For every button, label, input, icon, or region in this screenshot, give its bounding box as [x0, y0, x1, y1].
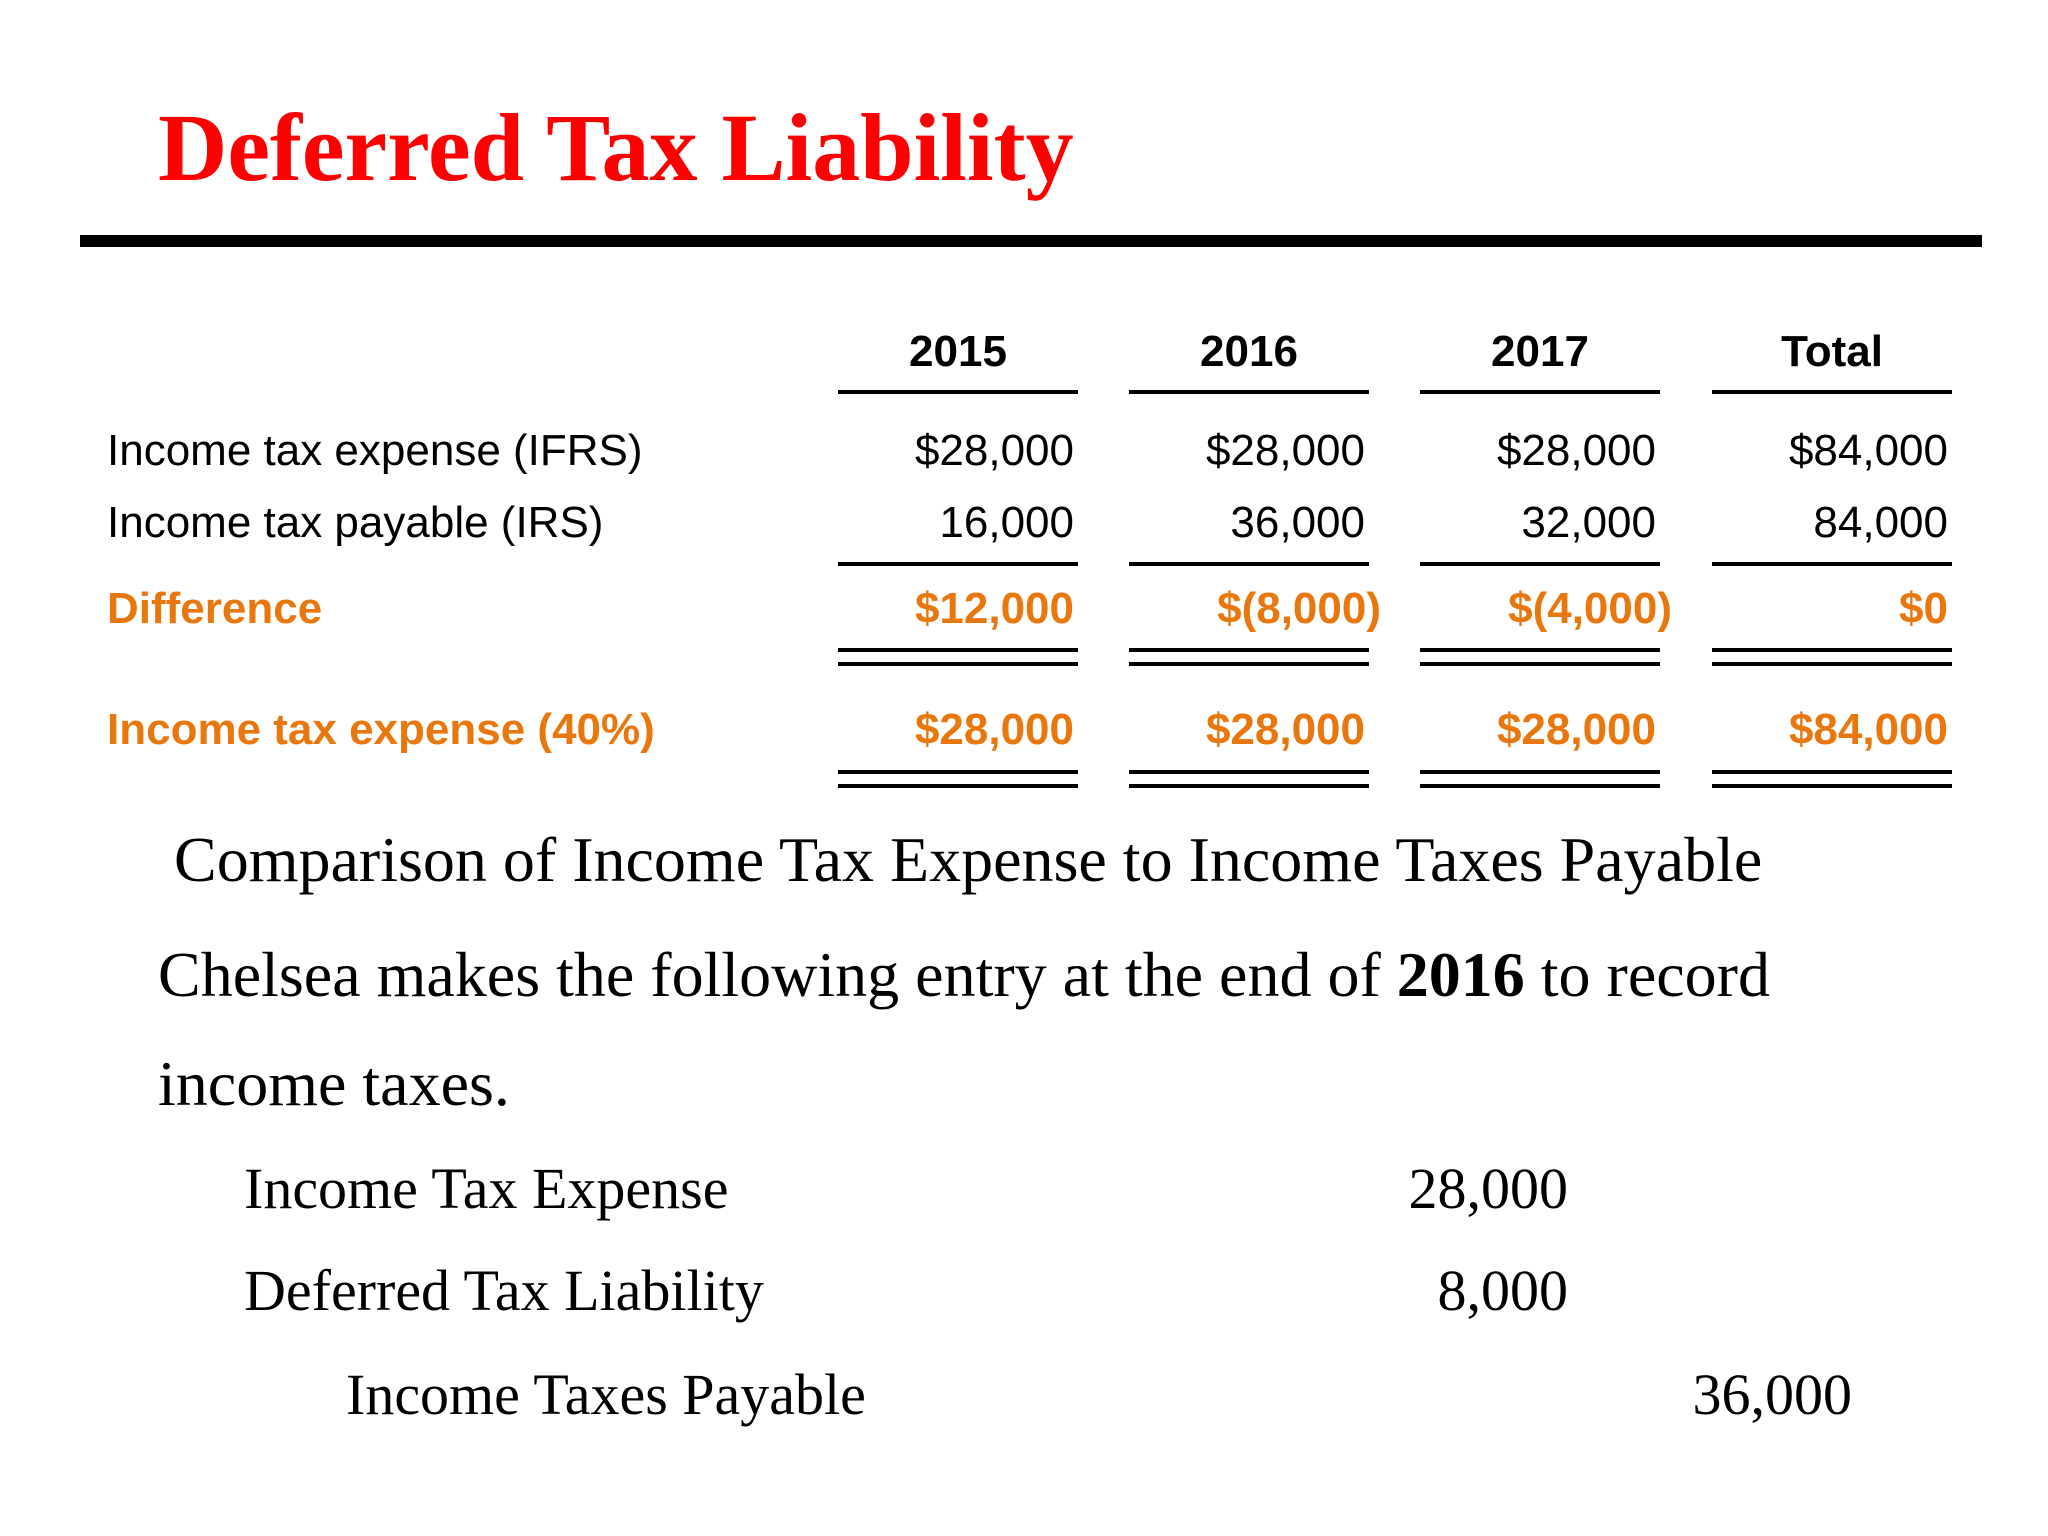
subtotal-underline	[1712, 562, 1952, 566]
entry-account: Income Tax Expense	[244, 1156, 729, 1221]
double-underline	[1420, 662, 1660, 666]
double-underline	[1712, 770, 1952, 774]
subtotal-underline	[838, 562, 1078, 566]
paragraph-year: 2016	[1396, 939, 1525, 1010]
double-underline	[838, 662, 1078, 666]
double-underline	[1712, 648, 1952, 652]
paragraph-text: to record	[1524, 939, 1770, 1010]
table-cell: $28,000	[1496, 705, 1656, 754]
table-cell: $28,000	[914, 426, 1074, 475]
double-underline	[1420, 770, 1660, 774]
table-cell: $28,000	[1205, 426, 1365, 475]
column-header-2017: 2017	[1491, 327, 1589, 376]
subtotal-underline	[1420, 562, 1660, 566]
row-label-ifrs-expense: Income tax expense (IFRS)	[107, 426, 643, 475]
entry-debit: 8,000	[1437, 1258, 1568, 1323]
table-cell: $28,000	[1205, 705, 1365, 754]
double-underline	[1129, 662, 1369, 666]
header-underline	[1712, 390, 1952, 394]
double-underline	[838, 770, 1078, 774]
header-underline	[838, 390, 1078, 394]
table-cell: $12,000	[914, 584, 1074, 633]
table-cell: 36,000	[1230, 498, 1365, 547]
entry-account: Deferred Tax Liability	[244, 1258, 764, 1323]
entry-account: Income Taxes Payable	[346, 1362, 866, 1427]
row-label-difference: Difference	[107, 584, 323, 633]
table-cell: $28,000	[1496, 426, 1656, 475]
paragraph-line-1	[158, 939, 1770, 1010]
row-label-irs-payable: Income tax payable (IRS)	[107, 498, 604, 547]
double-underline	[1712, 784, 1952, 788]
table-cell: 16,000	[939, 498, 1074, 547]
table-cell: $84,000	[1788, 705, 1948, 754]
double-underline	[1129, 784, 1369, 788]
column-header-2016: 2016	[1200, 327, 1298, 376]
double-underline	[1129, 770, 1369, 774]
table-cell: $28,000	[914, 705, 1074, 754]
table-cell: 32,000	[1521, 498, 1656, 547]
paragraph-text: Chelsea makes the following entry at the end of	[158, 939, 1397, 1010]
table-cell: 84,000	[1813, 498, 1948, 547]
double-underline	[1420, 648, 1660, 652]
entry-debit: 28,000	[1408, 1156, 1568, 1221]
table-cell: $84,000	[1788, 426, 1948, 475]
header-underline	[1129, 390, 1369, 394]
paragraph-line-2: income taxes.	[158, 1048, 510, 1119]
subtotal-underline	[1129, 562, 1369, 566]
row-label-expense-40: Income tax expense (40%)	[107, 705, 655, 754]
double-underline	[1712, 662, 1952, 666]
page-title: Deferred Tax Liability	[158, 94, 1074, 201]
table-cell: $0	[1899, 584, 1948, 633]
column-header-2015: 2015	[909, 327, 1007, 376]
double-underline	[838, 648, 1078, 652]
table-cell: $(4,000)	[1508, 584, 1672, 633]
double-underline	[1129, 648, 1369, 652]
column-header-total: Total	[1781, 327, 1883, 376]
table-cell: $(8,000)	[1217, 584, 1381, 633]
entry-credit: 36,000	[1692, 1362, 1852, 1427]
double-underline	[1420, 784, 1660, 788]
title-divider	[80, 235, 1982, 247]
header-underline	[1420, 390, 1660, 394]
table-caption: Comparison of Income Tax Expense to Income Taxes Payable	[174, 824, 1763, 895]
double-underline	[838, 784, 1078, 788]
